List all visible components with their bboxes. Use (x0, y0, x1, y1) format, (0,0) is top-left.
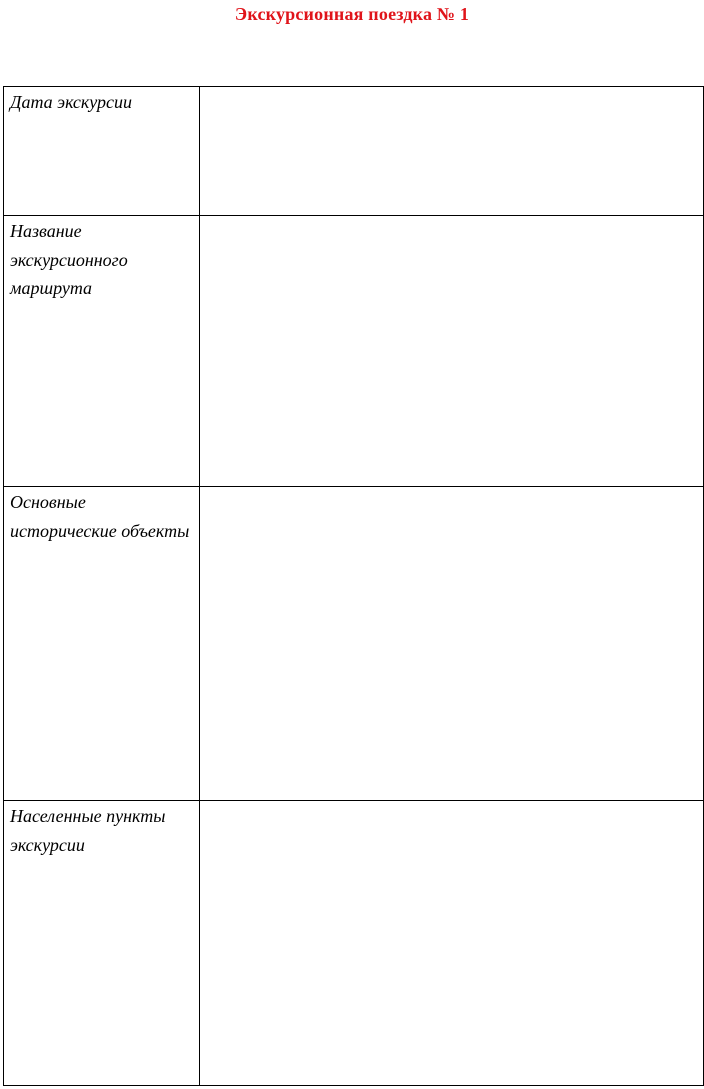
table-row-date (4, 87, 704, 216)
row-label: Населенные пункты экскурсии (10, 806, 166, 855)
label-cell-objects (4, 487, 200, 801)
settlements-field[interactable] (200, 801, 704, 1086)
label-cell-route (4, 216, 200, 487)
table-row-route (4, 216, 704, 487)
route-name-field[interactable] (200, 216, 704, 487)
table-row-settlements (4, 801, 704, 1086)
row-label: Дата экскурсии (10, 92, 132, 112)
excursion-form-table (3, 86, 704, 1086)
label-cell-date (4, 87, 200, 216)
historic-objects-field[interactable] (200, 487, 704, 801)
row-label: Основные исторические объекты (10, 492, 190, 541)
date-field[interactable] (200, 87, 704, 216)
page-title: Экскурсионная поездка № 1 (234, 4, 470, 24)
row-label: Название экскурсионного маршрута (10, 221, 128, 298)
label-cell-settlements (4, 801, 200, 1086)
table-row-objects (4, 487, 704, 801)
